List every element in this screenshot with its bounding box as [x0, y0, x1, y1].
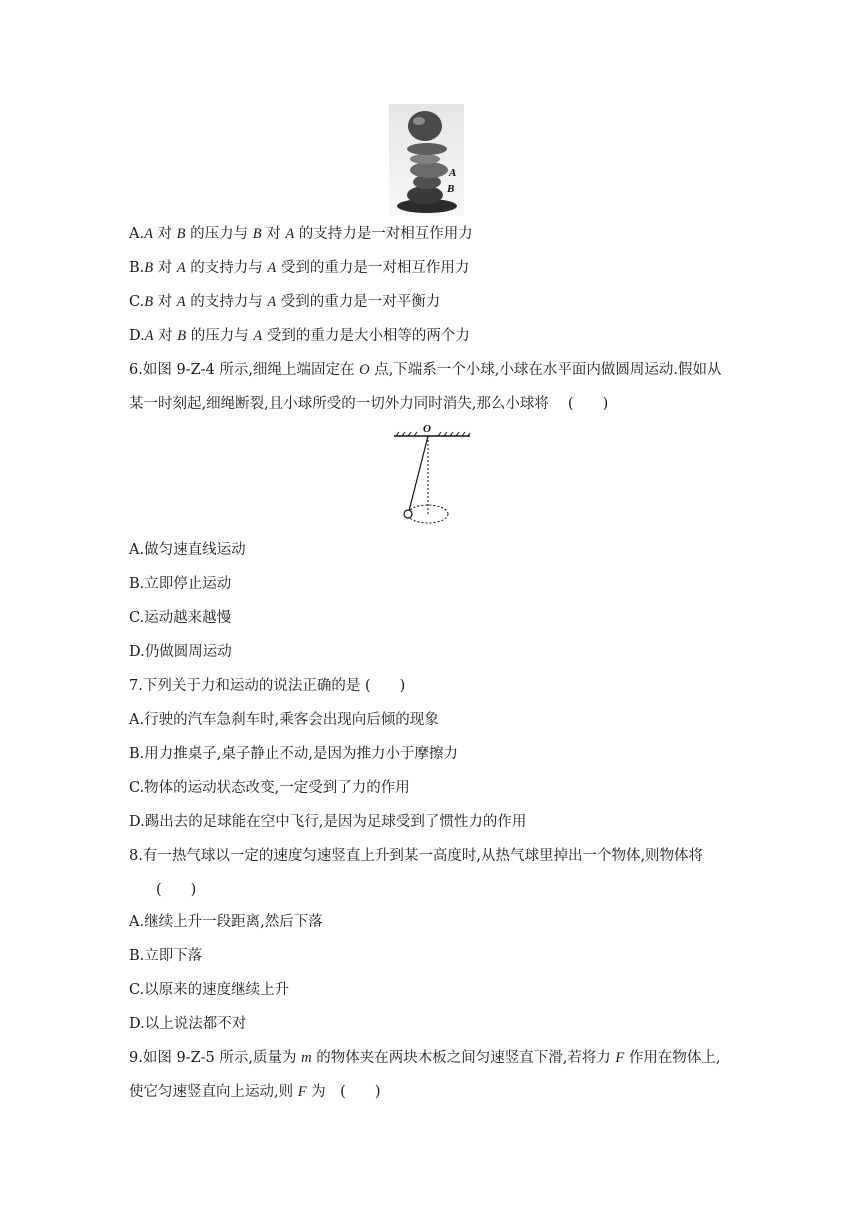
stone-b-label: B: [447, 183, 455, 195]
q6-option-d: D.仍做圆周运动: [129, 644, 232, 660]
pendulum-figure: [390, 418, 480, 530]
q8-stem-line1: 8.有一热气球以一定的速度匀速竖直上升到某一高度时,从热气球里掉出一个物体,则物体将: [129, 848, 704, 864]
q8-option-d: D.以上说法都不对: [129, 1016, 247, 1032]
pivot-o-label: O: [423, 423, 431, 435]
q6-option-a: A.做匀速直线运动: [129, 542, 246, 558]
q5-option-c: C.B 对 A 的支持力与 A 受到的重力是一对平衡力: [129, 294, 441, 310]
q5-option-a: A.A 对 B 的压力与 B 对 A 的支持力是一对相互作用力: [129, 226, 473, 242]
q6-stem-line1: 6.如图 9-Z-4 所示,细绳上端固定在 O 点,下端系一个小球,小球在水平面内做圆周运动.假如从: [129, 362, 722, 378]
q8-stem-line2: ( ): [156, 882, 197, 898]
q9-stem-line1: 9.如图 9-Z-5 所示,质量为 m 的物体夹在两块木板之间匀速竖直下滑,若将力 F 作用在物体上,: [129, 1050, 721, 1066]
q6-stem-line2: 某一时刻起,细绳断裂,且小球所受的一切外力同时消失,那么小球将 ( ): [129, 396, 609, 412]
q7-option-a: A.行驶的汽车急刹车时,乘客会出现向后倾的现象: [129, 712, 439, 728]
q5-option-d: D.A 对 B 的压力与 A 受到的重力是大小相等的两个力: [129, 328, 470, 344]
q8-option-b: B.立即下落: [129, 948, 203, 964]
q9-stem-line2: 使它匀速竖直向上运动,则 F 为 ( ): [129, 1084, 381, 1100]
q7-option-d: D.踢出去的足球能在空中飞行,是因为足球受到了惯性力的作用: [129, 814, 527, 830]
q5-option-b: B.B 对 A 的支持力与 A 受到的重力是一对相互作用力: [129, 260, 470, 276]
q6-option-b: B.立即停止运动: [129, 576, 232, 592]
stone-a-label: A: [449, 167, 457, 179]
q7-stem: 7.下列关于力和运动的说法正确的是 ( ): [129, 678, 406, 694]
q8-option-c: C.以原来的速度继续上升: [129, 982, 290, 998]
q7-option-b: B.用力推桌子,桌子静止不动,是因为推力小于摩擦力: [129, 746, 458, 762]
q6-option-c: C.运动越来越慢: [129, 610, 232, 626]
q8-option-a: A.继续上升一段距离,然后下落: [129, 914, 323, 930]
q7-option-c: C.物体的运动状态改变,一定受到了力的作用: [129, 780, 410, 796]
stacked-stones-figure: [389, 104, 464, 216]
